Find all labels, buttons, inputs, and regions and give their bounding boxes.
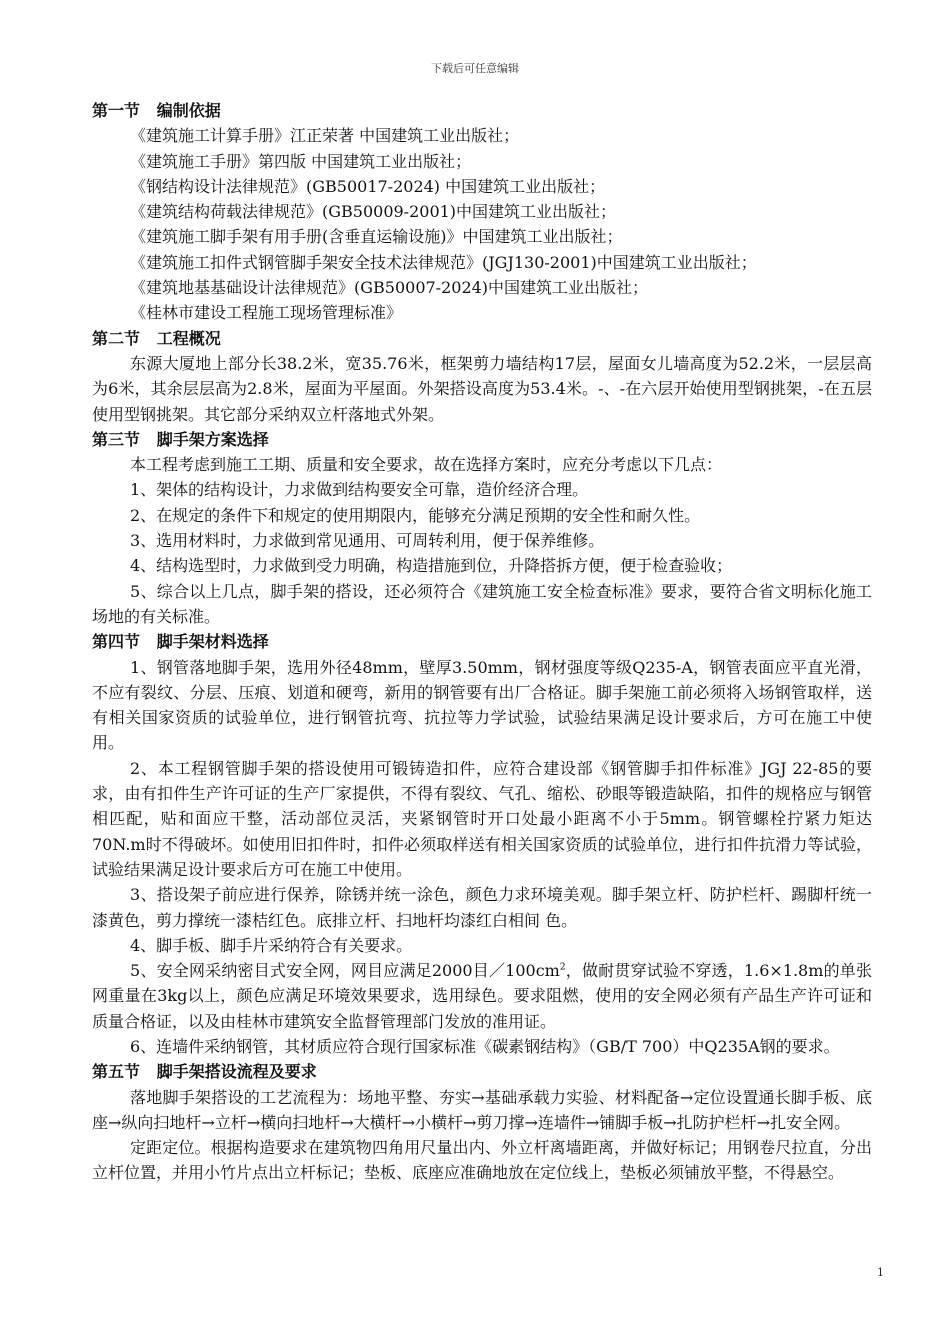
section-2-heading: 第二节 工程概况 <box>92 328 221 348</box>
section-4-heading: 第四节 脚手架材料选择 <box>92 632 269 652</box>
list-item: 3、搭设架子前应进行保养，除锈并统一涂色，颜色力求环境美观。脚手架立杆、防护栏杆、踢脚杆统一漆黄色，剪力撑统一漆桔红色。底排立杆、扫地杆均漆红白相间 色。 <box>92 885 872 930</box>
list-item: 2、本工程钢管脚手架的搭设使用可锻铸造扣件，应符合建设部《钢管脚手扣件标准》JGJ 22-85的要求，由有扣件生产许可证的生产厂家提供，不得有裂纹、气孔、缩松、砂眼等锻造缺陷，扣件的规格应与钢管相匹配，贴和面应干整，活动部位灵活，夹紧钢管时开口处最小距离不小于5mm。钢管螺栓拧紧力矩达70N.m时不得破坏。如使用旧扣件时，扣件必须取样送有相关国家资质的试验单位，进行扣件抗滑力等试验，试验结果满足设计要求后方可在施工中使用。 <box>92 758 872 879</box>
list-item: 2、在规定的条件下和规定的使用期限内，能够充分满足预期的安全性和耐久性。 <box>130 505 701 525</box>
page-header: 下载后可任意编辑 <box>431 62 519 75</box>
list-item: 4、结构选型时，力求做到受力明确，构造措施到位，升降搭拆方便，便于检查验收； <box>130 556 733 576</box>
list-item: 3、选用材料时，力求做到常见通用、可周转利用，便于保养维修。 <box>130 531 605 551</box>
paragraph: 落地脚手架搭设的工艺流程为：场地平整、夯实→基础承载力实验、材料配备→定位设置通长脚手板、底座→纵向扫地杆→立杆→横向扫地杆→大横杆→小横杆→剪刀撑→连墙件→铺脚手板→扎防护栏杆→扎安全网。 <box>92 1087 872 1132</box>
reference-item: 《建筑结构荷载法律规范》(GB50009-2001)中国建筑工业出版社； <box>130 202 617 222</box>
superscript: 2 <box>559 962 566 973</box>
section-3-heading: 第三节 脚手架方案选择 <box>92 429 269 449</box>
text-run: 5、安全网采纳密目式安全网，网目应满足2000目／100cm <box>130 961 560 981</box>
list-item <box>92 958 872 1034</box>
reference-item: 《建筑施工扣件式钢管脚手架安全技术法律规范》(JGJ130-2001)中国建筑工业出版社； <box>130 252 757 272</box>
text-run: ，做耐贯穿试验不穿透，1.6×1.8m的单张网重量在3kg以上，颜色应满足环境效果要求，选用绿色。要求阻燃，使用的安全网必须有产品生产许可证和质量合格证，以及由桂林市建筑安全监督管理部门发放的准用证。 <box>92 961 872 1031</box>
reference-item: 《钢结构设计法律规范》(GB50017-2024) 中国建筑工业出版社； <box>130 176 606 196</box>
section-1-heading: 第一节 编制依据 <box>92 101 221 120</box>
paragraph: 本工程考虑到施工工期、质量和安全要求，故在选择方案时，应充分考虑以下几点： <box>130 455 723 475</box>
reference-item: 《建筑施工手册》第四版 中国建筑工业出版社； <box>130 151 472 171</box>
reference-item: 《建筑地基基础设计法律规范》(GB50007-2024)中国建筑工业出版社； <box>130 278 649 298</box>
document-body <box>92 98 872 1186</box>
paragraph: 定距定位。根据构造要求在建筑物四角用尺量出内、外立杆离墙距离，并做好标记；用钢卷尺拉直，分出立杆位置，并用小竹片点出立杆标记；垫板、底座应准确地放在定位线上，垫板必须铺放平整，不得悬空。 <box>92 1138 872 1183</box>
list-item: 6、连墙件采纳钢管，其材质应符合现行国家标准《碳素钢结构》（GB/T 700）中Q235A钢的要求。 <box>130 1036 840 1056</box>
paragraph: 东源大厦地上部分长38.2米，宽35.76米，框架剪力墙结构17层，屋面女儿墙高度为52.2米，一层层高为6米，其余层层高为2.8米，屋面为平屋面。外架搭设高度为53.4米。-、-在六层开始使用型钢挑架，-在五层使用型钢挑架。其它部分采纳双立杆落地式外架。 <box>92 353 872 424</box>
page-number: 1 <box>877 1266 884 1279</box>
list-item: 1、钢管落地脚手架，选用外径48mm，壁厚3.50mm，钢材强度等级Q235-A，钢管表面应平直光滑，不应有裂纹、分层、压痕、划道和硬弯，新用的钢管要有出厂合格证。脚手架施工前必须将入场钢管取样，送有相关国家资质的试验单位，进行钢管抗弯、抗拉等力学试验，试验结果满足设计要求后，方可在施工中使用。 <box>92 657 872 753</box>
list-item: 5、综合以上几点，脚手架的搭设，还必须符合《建筑施工安全检查标准》要求，要符合省文明标化施工场地的有关标准。 <box>92 581 872 626</box>
reference-item: 《桂林市建设工程施工现场管理标准》 <box>130 303 403 323</box>
reference-item: 《建筑施工计算手册》江正荣著 中国建筑工业出版社； <box>130 126 520 146</box>
list-item: 1、架体的结构设计，力求做到结构要安全可靠，造价经济合理。 <box>130 480 589 500</box>
section-5-heading: 第五节 脚手架搭设流程及要求 <box>92 1062 317 1082</box>
list-item: 4、脚手板、脚手片采纳符合有关要求。 <box>130 935 413 955</box>
reference-item: 《建筑施工脚手架有用手册(含垂直运输设施)》中国建筑工业出版社； <box>130 227 623 247</box>
